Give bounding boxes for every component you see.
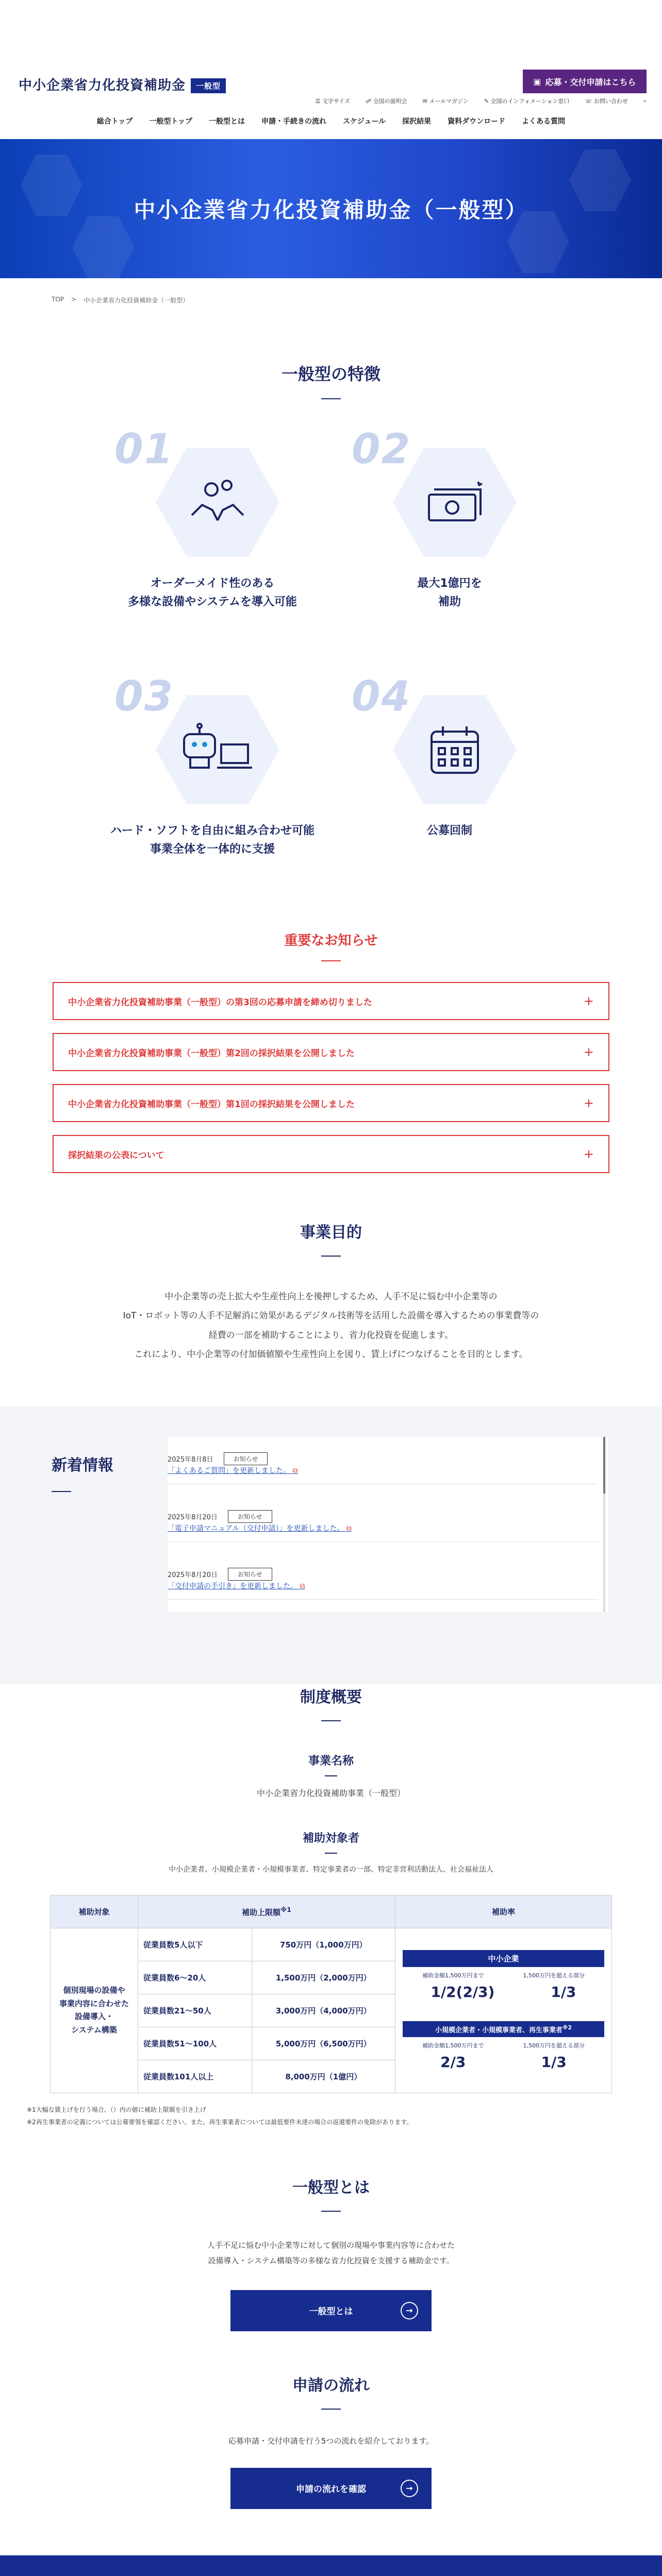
feature-caption: オーダーメイド性のある <box>150 577 275 590</box>
monitor-icon: ▣ <box>533 76 541 87</box>
notices-title: 重要なお知らせ <box>284 933 378 948</box>
feature-caption: ハード・ソフトを自由に組み合わせ可能 <box>110 824 315 837</box>
notice-item[interactable]: 採択結果の公表について + <box>53 1135 609 1173</box>
table-cell: 従業員数5人以下 <box>138 1928 252 1961</box>
title-bar <box>321 960 341 961</box>
purpose-title: 事業目的 <box>300 1224 362 1242</box>
notices-section <box>0 930 662 1173</box>
global-nav <box>0 103 662 139</box>
overview-title: 制度概要 <box>300 1688 362 1706</box>
table-cell-rate: 中小企業 補助金額1,500万円まで 1,500万円を超える部分 1/2(2/3) 1/3 小規模企業者・小規模事業者、再生事業者$^{※2}$ 補助金額1,500万円まで 1,500万円を超える部分 2/3 1/3 <box>395 1928 612 2093</box>
news-item <box>168 1510 598 1542</box>
gnav-item[interactable]: スケジュール <box>343 117 386 126</box>
feature-caption: 最大1億円を <box>417 577 482 590</box>
hex-decoration <box>72 216 134 278</box>
feature-icon-hex <box>156 688 279 811</box>
title-bar <box>321 2211 341 2212</box>
site-logo[interactable] <box>19 75 226 94</box>
news-date: 2025年8月20日 <box>168 1571 218 1579</box>
flow-text: 応募申請・交付申請を行う5つの流れを紹介しております。 <box>228 2436 434 2446</box>
feature-item <box>94 667 331 914</box>
gnav-item[interactable]: 総合トップ <box>96 117 133 126</box>
table-cell: 5,000万円（6,500万円） <box>252 2027 395 2060</box>
apply-button[interactable]: ▣ 応募・交付申請はこちら <box>523 70 647 93</box>
table-cell: 750万円（1,000万円） <box>252 1928 395 1961</box>
breadcrumb <box>0 278 662 304</box>
features-section <box>0 361 662 914</box>
gnav-item[interactable]: 一般型とは <box>209 117 245 126</box>
title-bar <box>52 1491 71 1492</box>
purpose-text: 中小企業等の売上拡大や生産性向上を後押しするため、人手不足に悩む中小企業等の <box>164 1292 498 1302</box>
news-link[interactable]: 「電子申請マニュアル（交付申請）」を更新しました。 ⧉ <box>168 1524 352 1533</box>
news-link[interactable]: 「よくあるご質問」を更新しました。 ⧉ <box>168 1466 298 1475</box>
overview-table <box>50 1895 612 2093</box>
util-seminar[interactable]: ☍ 全国の説明会 <box>365 98 407 105</box>
news-tag: お知らせ <box>224 1452 268 1465</box>
feature-item <box>331 667 568 914</box>
hands-gear-icon <box>187 474 249 531</box>
table-cell: 1,500万円（2,000万円） <box>252 1961 395 1994</box>
pdf-icon: ⧉ <box>300 1582 305 1590</box>
table-header: 補助対象 <box>51 1895 138 1928</box>
news-item <box>168 1568 598 1600</box>
table-cell: 3,000万円（4,000万円） <box>252 1994 395 2027</box>
util-font-size[interactable]: ☰ 文字サイズ <box>315 98 350 105</box>
feature-icon-hex <box>156 440 279 564</box>
gnav-item[interactable]: 資料ダウンロード <box>448 117 506 126</box>
logo-badge: 一般型 <box>191 78 226 93</box>
feature-caption: 多様な設備やシステムを導入可能 <box>128 596 297 609</box>
gnav-item[interactable]: よくある質問 <box>522 117 566 126</box>
purpose-section <box>0 1219 662 1365</box>
contact-section <box>0 2555 662 2576</box>
feature-number: 01 <box>114 425 174 473</box>
gnav-item[interactable]: 申請・手続きの流れ <box>261 117 326 126</box>
table-note: ※1大幅な賃上げを行う場合、（）内の値に補助上限額を引き上げ <box>27 2106 206 2113</box>
notice-item[interactable]: 中小企業省力化投資補助事業（一般型）第1回の採択結果を公開しました + <box>53 1084 609 1122</box>
table-cell: 従業員数51〜100人 <box>138 2027 252 2060</box>
gnav-item[interactable]: 一般型トップ <box>149 117 192 126</box>
title-bar <box>321 2409 341 2410</box>
table-cell: 従業員数21〜50人 <box>138 1994 252 2027</box>
general-text: 人手不足に悩む中小企業等に対して個別の現場や事業内容等に合わせた <box>207 2240 455 2250</box>
calendar-icon <box>426 721 483 778</box>
robot-laptop-icon <box>179 721 256 778</box>
flow-section <box>0 2372 662 2509</box>
table-cell: 8,000万円（1億円） <box>252 2060 395 2093</box>
title-bar <box>325 1853 337 1854</box>
purpose-text: これにより、中小企業等の付加価値額や生産性向上を図り、賃上げにつなげることを目的とします。 <box>134 1349 528 1360</box>
title-bar <box>321 1256 341 1257</box>
hex-decoration <box>21 155 82 216</box>
general-text: 設備導入・システム構築等の多様な省力化投資を支援する補助金です。 <box>208 2256 454 2265</box>
feature-number: 04 <box>352 672 411 720</box>
general-title: 一般型とは <box>292 2178 370 2197</box>
util-mailmag[interactable]: ✉ メールマガジン <box>422 98 469 105</box>
news-scrollbar[interactable] <box>603 1437 605 1612</box>
title-bar <box>321 1720 341 1721</box>
title-bar <box>325 1775 337 1776</box>
overview-name-heading: 事業名称 <box>308 1754 354 1768</box>
hex-decoration <box>569 149 631 211</box>
table-note: ※2再生事業者の定義については公募要領を確認ください。また、再生事業者については最低要件未達の場合の返還要件の免除があります。 <box>27 2118 413 2126</box>
search-icon[interactable]: ⌕ <box>643 97 647 104</box>
table-header: 補助上限額$^{※1}$ <box>138 1895 395 1928</box>
feature-caption: 補助 <box>438 596 461 609</box>
feature-number: 03 <box>114 672 174 720</box>
news-date: 2025年8月20日 <box>168 1513 218 1521</box>
plus-icon: + <box>583 1147 594 1161</box>
purpose-text: 経費の一部を補助することにより、省力化投資を促進します。 <box>208 1330 454 1341</box>
features-title: 一般型の特徴 <box>281 364 380 384</box>
news-tag: お知らせ <box>228 1510 272 1523</box>
arrow-right-icon: → <box>401 2302 418 2319</box>
plus-icon: + <box>583 994 594 1008</box>
arrow-right-icon: → <box>401 2480 418 2497</box>
overview-section <box>0 1684 662 2128</box>
util-info-desk[interactable]: ✎ 全国のインフォメーション窓口 <box>484 98 570 105</box>
general-button[interactable]: 一般型とは → <box>230 2290 432 2331</box>
feature-item <box>94 420 331 667</box>
pdf-icon: ⧉ <box>346 1524 352 1533</box>
util-contact[interactable]: ☏ お問い合わせ <box>585 98 628 105</box>
news-link[interactable]: 「交付申請の手引き」を更新しました。 ⧉ <box>168 1582 305 1590</box>
table-header: 補助率 <box>395 1895 612 1928</box>
site-header <box>0 0 662 103</box>
pdf-icon: ⧉ <box>292 1466 298 1475</box>
news-section <box>0 1406 662 1684</box>
table-cell: 従業員数101人以上 <box>138 2060 252 2093</box>
banknote-icon <box>421 477 488 528</box>
page-title: 中小企業省力化投資補助金（一般型） <box>134 197 528 223</box>
purpose-text: IoT・ロボット等の人手不足解消に効果があるデジタル技術等を活用した設備を導入するための事業費等の <box>123 1311 539 1321</box>
feature-number: 02 <box>352 425 411 473</box>
title-bar <box>321 398 341 399</box>
breadcrumb-current: 中小企業省力化投資補助金（一般型） <box>84 297 189 304</box>
news-item <box>168 1452 598 1484</box>
feature-icon-hex <box>393 440 517 564</box>
breadcrumb-separator: > <box>71 296 77 303</box>
news-tag: お知らせ <box>228 1568 272 1581</box>
table-cell-target: 個別現場の設備や 事業内容に合わせた 設備導入・ システム構築 <box>51 1928 138 2093</box>
overview-target-value: 中小企業者、小規模企業者・小規模事業者、特定事業者の一部、特定非営利活動法人、社会福祉法人 <box>169 1865 493 1874</box>
overview-name-value: 中小企業省力化投資補助事業（一般型） <box>256 1788 405 1798</box>
overview-target-heading: 補助対象者 <box>302 1832 359 1845</box>
flow-title: 申請の流れ <box>292 2376 370 2395</box>
news-title: 新着情報 <box>52 1456 113 1475</box>
plus-icon: + <box>583 1096 594 1110</box>
feature-caption: 事業全体を一体的に支援 <box>150 843 275 856</box>
news-list[interactable] <box>168 1437 608 1612</box>
utility-nav <box>315 97 647 105</box>
general-section <box>0 2175 662 2331</box>
feature-caption: 公募回制 <box>426 824 472 837</box>
news-date: 2025年8月8日 <box>168 1455 213 1464</box>
gnav-item[interactable]: 採択結果 <box>402 117 432 126</box>
feature-icon-hex <box>393 688 517 811</box>
flow-button[interactable]: 申請の流れを確認 → <box>230 2468 432 2509</box>
notice-item[interactable]: 中小企業省力化投資補助事業（一般型）第2回の採択結果を公開しました + <box>53 1033 609 1071</box>
table-cell: 従業員数6〜20人 <box>138 1961 252 1994</box>
breadcrumb-top[interactable]: TOP <box>52 296 64 303</box>
hero-banner <box>0 139 662 278</box>
notice-item[interactable]: 中小企業省力化投資補助事業（一般型）の第3回の応募申請を締め切りました + <box>53 982 609 1020</box>
plus-icon: + <box>583 1045 594 1059</box>
feature-item <box>331 420 568 667</box>
logo-text: 中小企業省力化投資補助金 <box>19 78 186 93</box>
